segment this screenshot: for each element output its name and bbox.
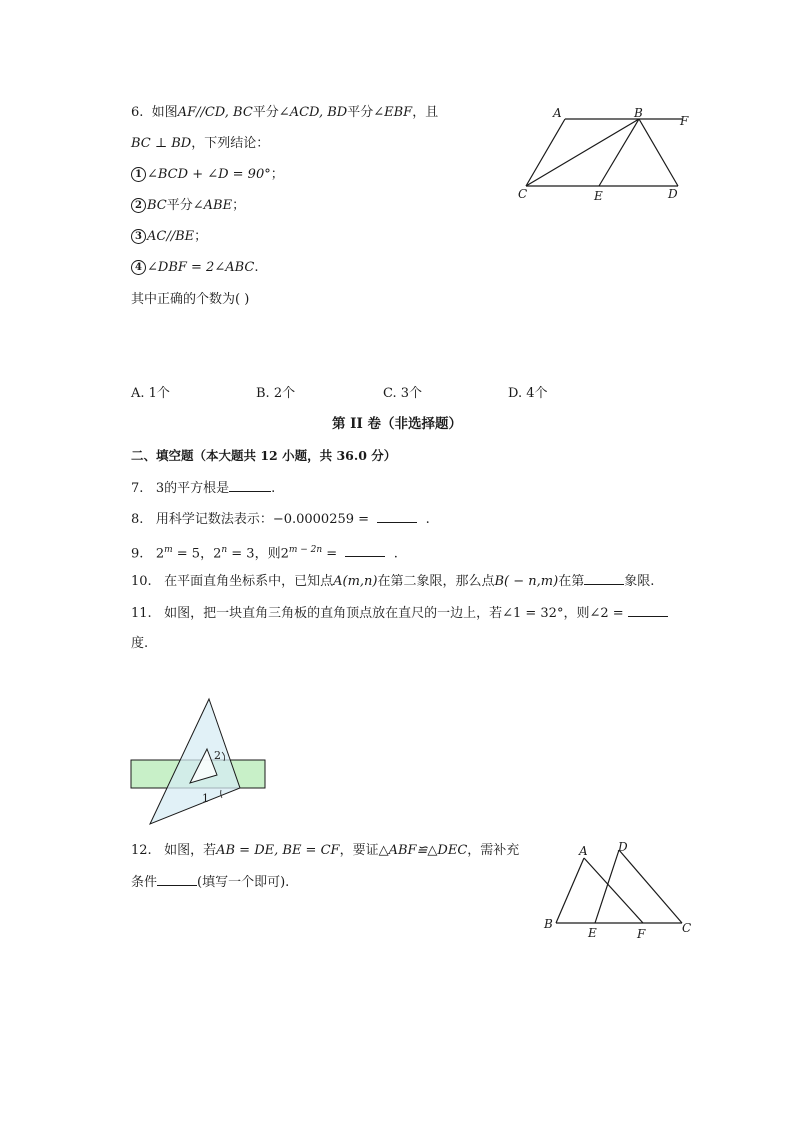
q6-conclusion-1: 1 ∠BCD + ∠D = 90°； <box>131 166 284 184</box>
segment-bd <box>639 119 678 186</box>
option-c: C. 3个 <box>383 386 423 401</box>
answer-blank[interactable] <box>377 510 417 523</box>
answer-blank[interactable] <box>229 479 271 492</box>
section-title: 第 II 卷（非选择题） <box>331 416 463 432</box>
angle-1-label: 1 <box>202 792 209 805</box>
label-a: A <box>553 106 562 120</box>
segment-ed <box>595 850 619 923</box>
q11: 11. 如图，把一块直角三角板的直角顶点放在直尺的一边上，若∠1 = 32°，则∠2 = <box>131 604 668 623</box>
option-d: D. 4个 <box>508 386 548 401</box>
label-f: F <box>637 927 646 941</box>
segment-ac <box>526 119 565 186</box>
label-b: B <box>544 917 553 931</box>
q10: 10. 在平面直角坐标系中，已知点A(m,n)在第二象限，那么点B( − n,m)在第 象限. <box>131 574 655 589</box>
circled-number: 4 <box>131 260 146 275</box>
label-e: E <box>594 189 603 203</box>
segment-dc <box>619 850 682 923</box>
label-f: F <box>680 114 689 128</box>
label-c: C <box>518 187 528 201</box>
q7: 7. 3的平方根是 . <box>131 481 276 496</box>
option-a: A. 1个 <box>131 386 170 401</box>
circled-number: 1 <box>131 167 146 182</box>
q6-conclusion-3: 3 AC//BE； <box>131 228 207 246</box>
option-b: B. 2个 <box>256 386 296 401</box>
q6-conclusion-4: 4 ∠DBF = 2∠ABC. <box>131 259 258 277</box>
q6-conclusion-2: 2 BC平分∠ABE； <box>131 197 245 215</box>
answer-blank[interactable] <box>345 544 385 557</box>
section-heading: 二、填空题（本大题共 12 小题，共 36.0 分） <box>131 448 397 463</box>
q12-triangles-figure <box>540 836 700 946</box>
answer-blank[interactable] <box>584 572 624 585</box>
q6-stem: 6. 如图AF//CD, BC平分∠ACD, BD平分∠EBF，且 <box>131 105 439 120</box>
answer-blank[interactable] <box>157 873 197 886</box>
label-d: D <box>618 840 628 854</box>
q9: 9. $2^m = 5$，$2^n = 3$，则$2^{m - 2n}$ = . <box>131 545 398 562</box>
q11-ruler-triangle-figure <box>125 692 275 832</box>
label-c: C <box>682 921 692 935</box>
circled-number: 3 <box>131 229 146 244</box>
q12-line2: 条件 (填写一个即可). <box>131 875 290 890</box>
q11-line2: 度. <box>131 636 149 651</box>
label-e: E <box>588 926 597 940</box>
segment-ab <box>556 858 584 923</box>
angle-2-label: 2 <box>214 749 221 762</box>
q12: 12. 如图，若AB = DE, BE = CF，要证△ABF≌△DEC，需补充 <box>131 843 520 858</box>
segment-bc <box>526 119 639 186</box>
q6-line2: BC ⊥ BD，下列结论： <box>131 136 270 151</box>
label-a: A <box>579 844 588 858</box>
q6-question: 其中正确的个数为( ) <box>131 292 250 307</box>
q8: 8. 用科学记数法表示：−0.0000259 = . <box>131 512 430 527</box>
label-b: B <box>634 106 643 120</box>
segment-be <box>599 119 639 186</box>
q6-parallelogram-figure <box>510 100 700 210</box>
answer-blank[interactable] <box>628 604 668 617</box>
label-d: D <box>668 187 678 201</box>
circled-number: 2 <box>131 198 146 213</box>
